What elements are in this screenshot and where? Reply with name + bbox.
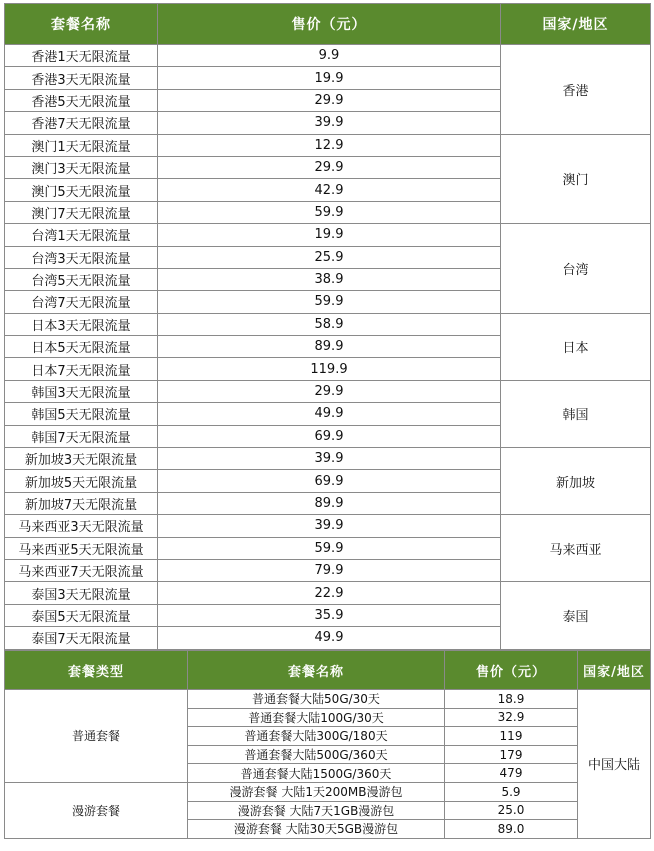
plan-name-cell: 马来西亚5天无限流量	[5, 537, 158, 559]
region-cell: 韩国	[501, 380, 651, 447]
regional-plans-table	[4, 3, 651, 650]
table-row	[5, 690, 651, 709]
price-cell: 19.9	[158, 224, 501, 246]
plan-name-cell: 台湾7天无限流量	[5, 291, 158, 313]
region-cell: 香港	[501, 45, 651, 135]
plan-name-cell: 澳门1天无限流量	[5, 134, 158, 156]
price-cell: 89.0	[445, 820, 578, 839]
price-cell: 89.9	[158, 336, 501, 358]
plan-name-cell: 普通套餐大陆100G/30天	[188, 708, 445, 727]
header-region: 国家/地区	[501, 4, 651, 45]
price-cell: 12.9	[158, 134, 501, 156]
price-cell: 59.9	[158, 291, 501, 313]
plan-name-cell: 台湾3天无限流量	[5, 246, 158, 268]
region-cell: 日本	[501, 313, 651, 380]
table-header-row	[5, 4, 651, 45]
header-plan-type: 套餐类型	[5, 651, 188, 690]
plan-name-cell: 香港3天无限流量	[5, 67, 158, 89]
price-cell: 49.9	[158, 403, 501, 425]
price-cell: 22.9	[158, 582, 501, 604]
header-price: 售价（元）	[445, 651, 578, 690]
price-cell: 59.9	[158, 201, 501, 223]
price-cell: 479	[445, 764, 578, 783]
region-cell: 泰国	[501, 582, 651, 649]
table-row	[5, 515, 651, 537]
price-cell: 69.9	[158, 470, 501, 492]
table-row	[5, 582, 651, 604]
regional-plans-body	[5, 45, 651, 650]
price-cell: 179	[445, 745, 578, 764]
region-cell: 澳门	[501, 134, 651, 224]
price-cell: 58.9	[158, 313, 501, 335]
price-cell: 39.9	[158, 112, 501, 134]
plan-name-cell: 新加坡5天无限流量	[5, 470, 158, 492]
price-cell: 35.9	[158, 604, 501, 626]
plan-name-cell: 漫游套餐 大陆7天1GB漫游包	[188, 801, 445, 820]
price-cell: 59.9	[158, 537, 501, 559]
price-cell: 25.0	[445, 801, 578, 820]
price-cell: 69.9	[158, 425, 501, 447]
plan-name-cell: 韩国3天无限流量	[5, 380, 158, 402]
plan-name-cell: 香港1天无限流量	[5, 45, 158, 67]
table-row	[5, 224, 651, 246]
plan-name-cell: 马来西亚3天无限流量	[5, 515, 158, 537]
price-cell: 38.9	[158, 268, 501, 290]
table-header-row	[5, 651, 651, 690]
price-cell: 18.9	[445, 690, 578, 709]
plan-name-cell: 台湾5天无限流量	[5, 268, 158, 290]
price-cell: 42.9	[158, 179, 501, 201]
price-cell: 39.9	[158, 448, 501, 470]
price-cell: 39.9	[158, 515, 501, 537]
table-row	[5, 380, 651, 402]
plan-name-cell: 澳门3天无限流量	[5, 156, 158, 178]
price-cell: 29.9	[158, 380, 501, 402]
region-cell: 马来西亚	[501, 515, 651, 582]
header-region: 国家/地区	[578, 651, 651, 690]
table-row	[5, 782, 651, 801]
price-cell: 29.9	[158, 156, 501, 178]
price-cell: 19.9	[158, 67, 501, 89]
plan-name-cell: 香港7天无限流量	[5, 112, 158, 134]
price-cell: 29.9	[158, 89, 501, 111]
plan-name-cell: 普通套餐大陆300G/180天	[188, 727, 445, 746]
price-cell: 79.9	[158, 559, 501, 581]
plan-name-cell: 漫游套餐 大陆1天200MB漫游包	[188, 782, 445, 801]
plan-name-cell: 韩国7天无限流量	[5, 425, 158, 447]
plan-name-cell: 新加坡3天无限流量	[5, 448, 158, 470]
plan-name-cell: 普通套餐大陆1500G/360天	[188, 764, 445, 783]
price-cell: 119.9	[158, 358, 501, 380]
plan-name-cell: 普通套餐大陆500G/360天	[188, 745, 445, 764]
plan-name-cell: 日本3天无限流量	[5, 313, 158, 335]
plan-name-cell: 香港5天无限流量	[5, 89, 158, 111]
price-cell: 25.9	[158, 246, 501, 268]
header-plan-name: 套餐名称	[5, 4, 158, 45]
price-cell: 119	[445, 727, 578, 746]
header-price: 售价（元）	[158, 4, 501, 45]
plan-name-cell: 澳门5天无限流量	[5, 179, 158, 201]
plan-name-cell: 韩国5天无限流量	[5, 403, 158, 425]
price-cell: 32.9	[445, 708, 578, 727]
plan-type-cell: 普通套餐	[5, 690, 188, 783]
header-plan-name: 套餐名称	[188, 651, 445, 690]
price-cell: 49.9	[158, 627, 501, 649]
plan-name-cell: 马来西亚7天无限流量	[5, 559, 158, 581]
table-row	[5, 448, 651, 470]
plan-name-cell: 澳门7天无限流量	[5, 201, 158, 223]
plan-name-cell: 日本7天无限流量	[5, 358, 158, 380]
plan-name-cell: 漫游套餐 大陆30天5GB漫游包	[188, 820, 445, 839]
plan-name-cell: 泰国7天无限流量	[5, 627, 158, 649]
region-cell: 新加坡	[501, 448, 651, 515]
plan-name-cell: 泰国5天无限流量	[5, 604, 158, 626]
plan-name-cell: 新加坡7天无限流量	[5, 492, 158, 514]
table-row	[5, 134, 651, 156]
plan-name-cell: 泰国3天无限流量	[5, 582, 158, 604]
table-row	[5, 45, 651, 67]
table-row	[5, 313, 651, 335]
price-cell: 89.9	[158, 492, 501, 514]
region-cell: 台湾	[501, 224, 651, 314]
region-cell: 中国大陆	[578, 690, 651, 839]
plan-name-cell: 台湾1天无限流量	[5, 224, 158, 246]
plan-name-cell: 日本5天无限流量	[5, 336, 158, 358]
price-cell: 5.9	[445, 782, 578, 801]
price-cell: 9.9	[158, 45, 501, 67]
plan-type-cell: 漫游套餐	[5, 782, 188, 838]
mainland-plans-body	[5, 690, 651, 839]
plan-name-cell: 普通套餐大陆50G/30天	[188, 690, 445, 709]
mainland-plans-table	[4, 650, 651, 839]
